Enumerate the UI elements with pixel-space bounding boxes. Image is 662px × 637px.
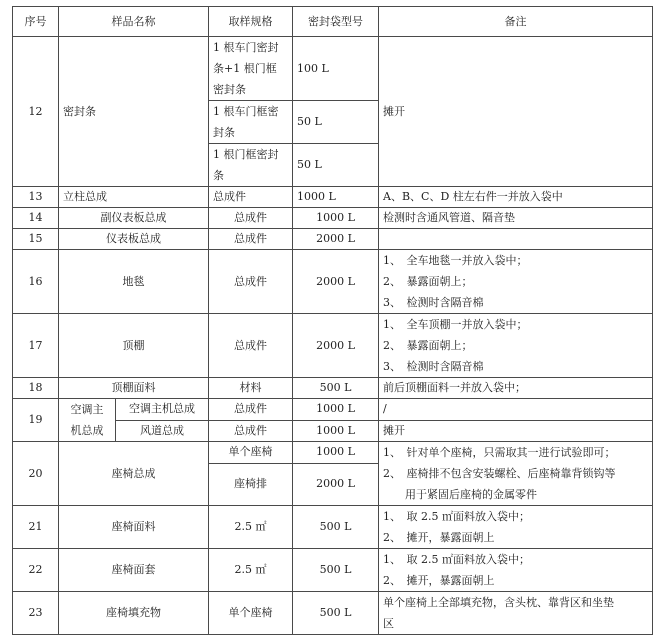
cell-bag: 1000 L — [293, 420, 379, 442]
cell-spec: 材料 — [209, 378, 293, 399]
cell-seq: 20 — [13, 442, 59, 506]
note-line: 2、 暴露面朝上； — [383, 275, 473, 288]
cell-name: 顶棚面料 — [59, 378, 209, 399]
cell-bag: 2000 L — [293, 463, 379, 505]
cell-spec — [209, 144, 293, 187]
cell-note: / — [379, 399, 653, 421]
cell-spec: 2.5 ㎡ — [209, 549, 293, 592]
cell-note: A、B、C、D 柱左右件一并放入袋中 — [379, 187, 653, 208]
spec-line: 密封条 — [213, 83, 246, 96]
cell-seq: 12 — [13, 37, 59, 187]
note-line: 1、 全车顶棚一并放入袋中； — [383, 318, 528, 331]
table-row — [13, 506, 653, 549]
cell-spec: 单个座椅 — [209, 592, 293, 635]
note-line: 用于紧固后座椅的金属零件 — [383, 488, 537, 501]
cell-seq: 17 — [13, 314, 59, 378]
cell-name: 顶棚 — [59, 314, 209, 378]
table-row — [13, 442, 653, 464]
table-row — [13, 208, 653, 229]
cell-group — [59, 399, 116, 442]
cell-spec — [209, 37, 293, 101]
cell-note — [379, 250, 653, 314]
cell-spec: 总成件 — [209, 399, 293, 421]
cell-name: 座椅面套 — [59, 549, 209, 592]
cell-spec: 总成件 — [209, 314, 293, 378]
cell-seq: 21 — [13, 506, 59, 549]
note-line: 1、 全车地毯一并放入袋中； — [383, 254, 528, 267]
cell-seq: 23 — [13, 592, 59, 635]
cell-name: 副仪表板总成 — [59, 208, 209, 229]
cell-bag: 50 L — [293, 101, 379, 144]
cell-name: 仪表板总成 — [59, 229, 209, 250]
table-row — [13, 378, 653, 399]
table-row — [13, 229, 653, 250]
note-line: 1、 取 2.5 ㎡面料放入袋中； — [383, 553, 530, 566]
cell-seq: 15 — [13, 229, 59, 250]
cell-bag: 1000 L — [293, 208, 379, 229]
note-line: 1、 取 2.5 ㎡面料放入袋中； — [383, 510, 530, 523]
cell-bag: 1000 L — [293, 442, 379, 464]
group-line: 空调主 — [70, 403, 104, 416]
cell-bag: 1000 L — [293, 399, 379, 421]
spec-line: 封条 — [213, 126, 235, 139]
cell-note — [379, 592, 653, 635]
sampling-spec-table — [12, 6, 653, 635]
cell-spec: 总成件 — [209, 250, 293, 314]
note-line: 区 — [383, 617, 394, 630]
spec-line: 1 根门框密封 — [213, 148, 279, 161]
header-row — [13, 7, 653, 37]
cell-note: 前后顶棚面料一并放入袋中； — [379, 378, 653, 399]
header-bag: 密封袋型号 — [293, 7, 379, 37]
cell-bag: 1000 L — [293, 187, 379, 208]
header-name: 样品名称 — [59, 7, 209, 37]
cell-bag: 500 L — [293, 549, 379, 592]
cell-name: 座椅面料 — [59, 506, 209, 549]
cell-name: 风道总成 — [116, 420, 209, 442]
cell-seq: 18 — [13, 378, 59, 399]
cell-note — [379, 314, 653, 378]
cell-name: 座椅填充物 — [59, 592, 209, 635]
cell-spec: 总成件 — [209, 208, 293, 229]
spec-line: 条 — [213, 169, 224, 182]
cell-spec: 总成件 — [209, 229, 293, 250]
cell-name: 立柱总成 — [59, 187, 209, 208]
cell-seq: 14 — [13, 208, 59, 229]
group-line: 机总成 — [70, 424, 104, 437]
note-line: 2、 暴露面朝上； — [383, 339, 473, 352]
cell-bag: 500 L — [293, 506, 379, 549]
spec-line: 1 根车门密封 — [213, 41, 279, 54]
note-line: 2、 座椅排不包含安装螺栓、后座椅靠背锁钩等 — [383, 467, 616, 480]
spec-line: 1 根车门框密 — [213, 105, 279, 118]
table-row — [13, 592, 653, 635]
cell-bag: 50 L — [293, 144, 379, 187]
cell-spec: 座椅排 — [209, 463, 293, 505]
cell-name: 空调主机总成 — [116, 399, 209, 421]
note-line: 单个座椅上全部填充物，含头枕、靠背区和坐垫 — [383, 596, 614, 609]
cell-bag: 2000 L — [293, 314, 379, 378]
cell-note — [379, 442, 653, 506]
cell-name: 地毯 — [59, 250, 209, 314]
cell-note — [379, 506, 653, 549]
cell-name: 座椅总成 — [59, 442, 209, 506]
note-line: 3、 检测时含隔音棉 — [383, 296, 484, 309]
cell-note: 检测时含通风管道、隔音垫 — [379, 208, 653, 229]
header-spec: 取样规格 — [209, 7, 293, 37]
note-line: 1、 针对单个座椅，只需取其一进行试验即可； — [383, 446, 616, 459]
cell-note — [379, 229, 653, 250]
header-note: 备注 — [379, 7, 653, 37]
cell-name: 密封条 — [59, 37, 209, 187]
spec-line: 条+1 根门框 — [213, 62, 277, 75]
cell-note: 摊开 — [379, 37, 653, 187]
table-row — [13, 37, 653, 101]
cell-bag: 500 L — [293, 592, 379, 635]
cell-seq: 16 — [13, 250, 59, 314]
table-row — [13, 250, 653, 314]
table-row — [13, 549, 653, 592]
cell-spec: 2.5 ㎡ — [209, 506, 293, 549]
cell-note — [379, 549, 653, 592]
cell-seq: 19 — [13, 399, 59, 442]
cell-spec: 总成件 — [209, 187, 293, 208]
cell-spec: 单个座椅 — [209, 442, 293, 464]
cell-bag: 100 L — [293, 37, 379, 101]
header-seq: 序号 — [13, 7, 59, 37]
cell-spec — [209, 101, 293, 144]
note-line: 2、 摊开，暴露面朝上 — [383, 531, 495, 544]
cell-spec: 总成件 — [209, 420, 293, 442]
table-row — [13, 314, 653, 378]
note-line: 2、 摊开，暴露面朝上 — [383, 574, 495, 587]
table-row — [13, 399, 653, 421]
cell-seq: 22 — [13, 549, 59, 592]
cell-bag: 500 L — [293, 378, 379, 399]
cell-seq: 13 — [13, 187, 59, 208]
table-row — [13, 187, 653, 208]
note-line: 3、 检测时含隔音棉 — [383, 360, 484, 373]
cell-note: 摊开 — [379, 420, 653, 442]
cell-bag: 2000 L — [293, 250, 379, 314]
cell-bag: 2000 L — [293, 229, 379, 250]
